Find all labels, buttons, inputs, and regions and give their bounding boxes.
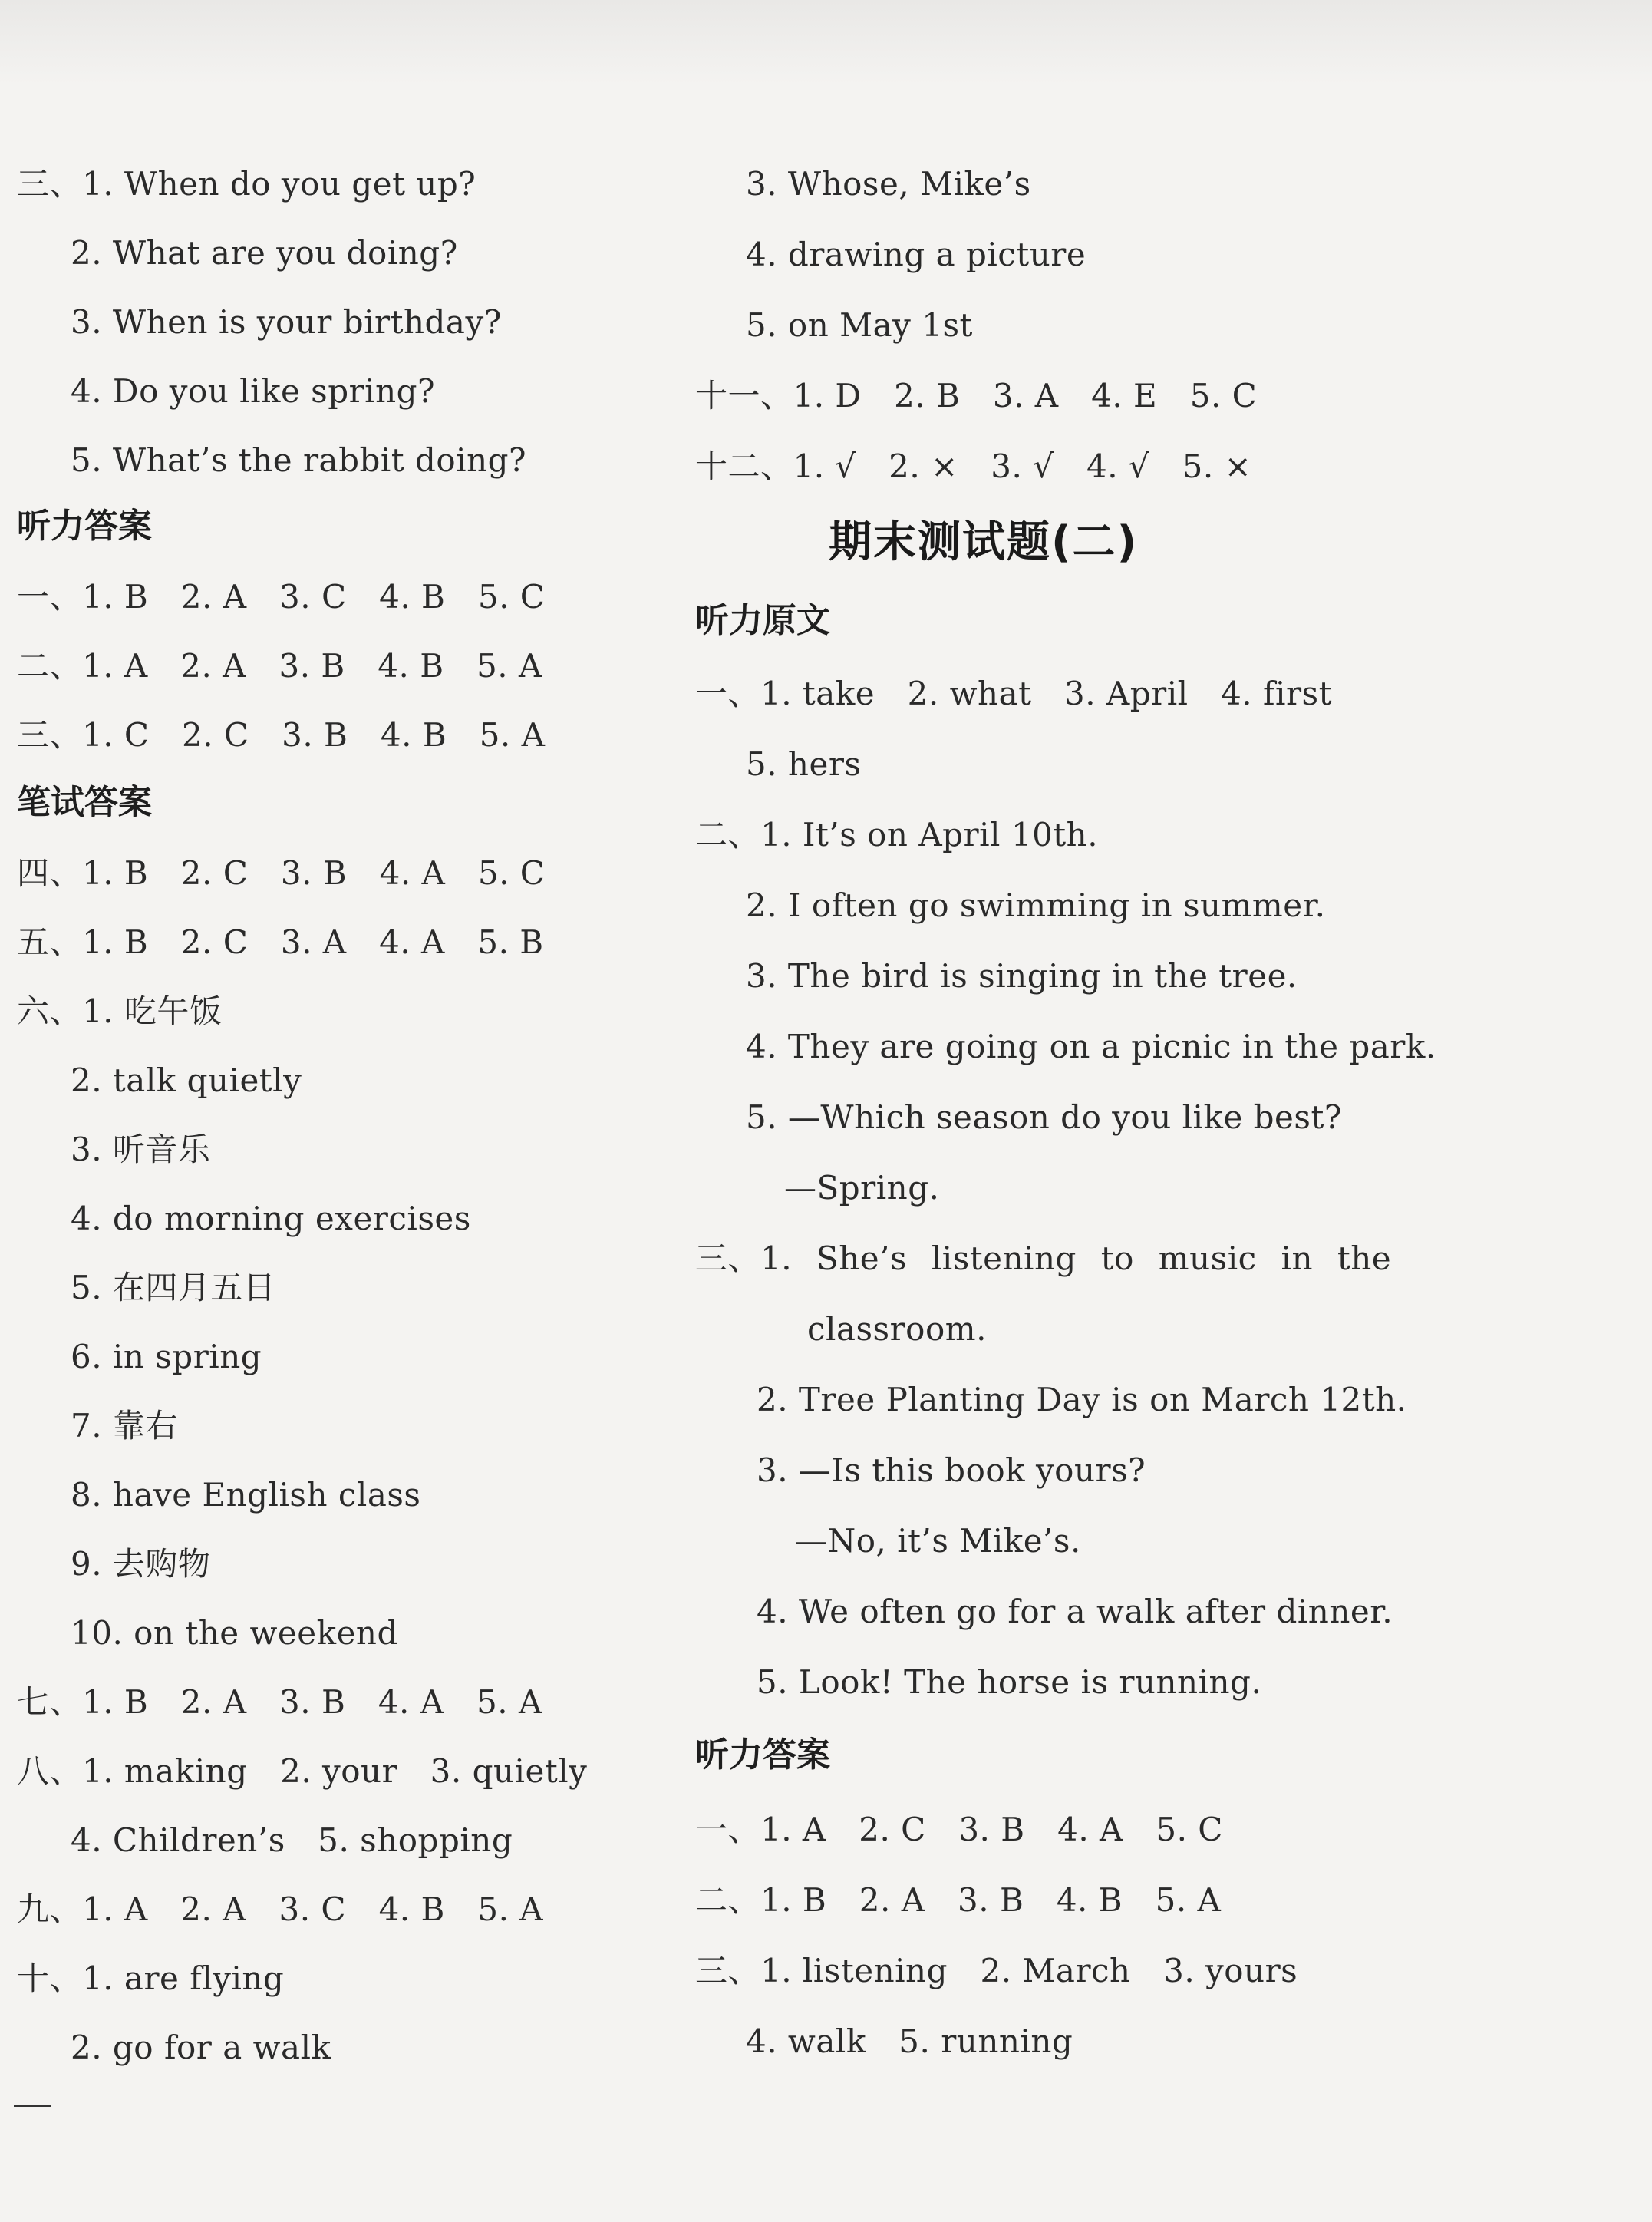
answer-line: 三、1. When do you get up?: [17, 165, 476, 203]
answer-line: 二、1. B 2. A 3. B 4. B 5. A: [695, 1881, 1222, 1919]
scan-top-edge: [0, 0, 1652, 84]
section-heading: 笔试答案: [17, 783, 152, 822]
transcript-line: 5. hers: [746, 745, 862, 783]
transcript-line: 5. Look! The horse is running.: [757, 1663, 1262, 1701]
answer-line: 三、1. listening 2. March 3. yours: [695, 1952, 1298, 1989]
answer-line: 3. 听音乐: [71, 1131, 211, 1168]
transcript-line: 3. The bird is singing in the tree.: [746, 957, 1298, 995]
transcript-line: 三、1. She’s listening to music in the: [695, 1240, 1392, 1277]
answer-line: 3. Whose, Mike’s: [746, 165, 1031, 203]
answer-line: 2. talk quietly: [71, 1061, 302, 1099]
answer-line: 一、1. A 2. C 3. B 4. A 5. C: [695, 1811, 1223, 1848]
answer-line: 十一、1. D 2. B 3. A 4. E 5. C: [695, 377, 1258, 414]
answer-line: 5. 在四月五日: [71, 1269, 276, 1306]
answer-line: 4. drawing a picture: [746, 236, 1086, 273]
answer-line: 4. Do you like spring?: [71, 372, 436, 410]
answer-line: 4. do morning exercises: [71, 1200, 471, 1237]
transcript-line: 2. I often go swimming in summer.: [746, 886, 1326, 924]
answer-line: 九、1. A 2. A 3. C 4. B 5. A: [17, 1890, 544, 1928]
transcript-line: 5. —Which season do you like best?: [746, 1098, 1342, 1136]
answer-line: 七、1. B 2. A 3. B 4. A 5. A: [17, 1683, 542, 1721]
answer-line: 10. on the weekend: [71, 1614, 398, 1652]
answer-line: 3. When is your birthday?: [71, 303, 502, 341]
answer-line: 2. What are you doing?: [71, 234, 458, 272]
answer-line: 5. What’s the rabbit doing?: [71, 441, 527, 479]
transcript-line: 二、1. It’s on April 10th.: [695, 816, 1099, 853]
transcript-line: —No, it’s Mike’s.: [795, 1522, 1081, 1560]
transcript-line: 4. They are going on a picnic in the park.: [746, 1028, 1436, 1065]
answer-line: 十、1. are flying: [17, 1960, 285, 1997]
answer-line: 4. walk 5. running: [746, 2022, 1073, 2060]
answer-line: 三、1. C 2. C 3. B 4. B 5. A: [17, 716, 546, 754]
transcript-line: 一、1. take 2. what 3. April 4. first: [695, 675, 1332, 712]
answer-line: 八、1. making 2. your 3. quietly: [17, 1752, 588, 1790]
section-heading: 听力答案: [695, 1735, 830, 1775]
answer-line: 6. in spring: [71, 1338, 262, 1375]
answer-line: 十二、1. √ 2. × 3. √ 4. √ 5. ×: [695, 447, 1252, 485]
answer-line: 五、1. B 2. C 3. A 4. A 5. B: [17, 923, 544, 961]
section-heading: 听力原文: [695, 601, 830, 640]
answer-line: 7. 靠右: [71, 1407, 178, 1444]
answer-line: 5. on May 1st: [746, 306, 973, 344]
answer-line: 四、1. B 2. C 3. B 4. A 5. C: [17, 854, 546, 892]
answer-line: 二、1. A 2. A 3. B 4. B 5. A: [17, 647, 542, 685]
transcript-line: 2. Tree Planting Day is on March 12th.: [757, 1381, 1407, 1418]
transcript-line: —Spring.: [784, 1169, 940, 1207]
transcript-line: 3. —Is this book yours?: [757, 1451, 1146, 1489]
transcript-line: 4. We often go for a walk after dinner.: [757, 1593, 1393, 1630]
transcript-line: classroom.: [807, 1310, 987, 1348]
answer-line: 8. have English class: [71, 1476, 421, 1514]
answer-line: 4. Children’s 5. shopping: [71, 1821, 513, 1859]
page-footer-dash: [14, 2105, 51, 2107]
answer-line: 9. 去购物: [71, 1545, 211, 1583]
answer-line: 2. go for a walk: [71, 2029, 331, 2066]
page-title: 期末测试题(二): [829, 517, 1139, 567]
answer-line: 六、1. 吃午饭: [17, 992, 223, 1030]
answer-line: 一、1. B 2. A 3. C 4. B 5. C: [17, 578, 546, 616]
section-heading: 听力答案: [17, 507, 152, 546]
